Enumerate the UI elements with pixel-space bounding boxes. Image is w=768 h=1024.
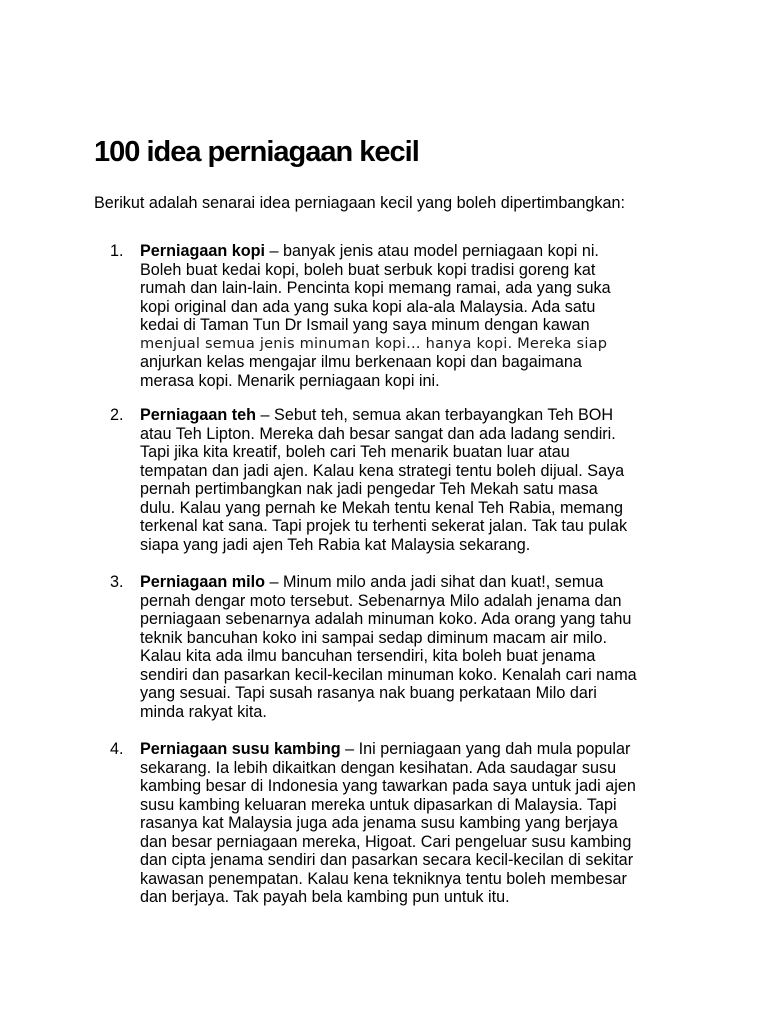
list-item-body	[140, 406, 680, 554]
list-item-line: merasa kopi. Menarik perniagaan kopi ini.	[140, 371, 440, 390]
list-item-body	[140, 242, 680, 390]
list-item-line: susu kambing keluaran mereka untuk dipasarkan di Malaysia. Tapi	[140, 795, 617, 814]
list-item-line: Tapi jika kita kreatif, boleh cari Teh menarik buatan luar atau	[140, 443, 570, 461]
list-item-line: menjual semua jenis minuman kopi… hanya kopi. Mereka siap	[140, 334, 608, 352]
list-item-number: 2.	[110, 406, 124, 424]
list-item-number: 1.	[110, 242, 124, 260]
list-item-line: minda rakyat kita.	[140, 702, 267, 721]
list-item-line: atau Teh Lipton. Mereka dah besar sangat dan ada ladang sendiri.	[140, 424, 616, 443]
list-item-text: – Sebut teh, semua akan terbayangkan Teh BOH	[256, 406, 614, 424]
list-item-line: dan cipta jenama sendiri dan pasarkan secara kecil-kecilan di sekitar	[140, 851, 634, 869]
list-item-line	[140, 242, 680, 261]
list-item-line: anjurkan kelas mengajar ilmu berkenaan kopi dan bagaimana	[140, 353, 582, 371]
list-item-line: perniagaan sebenarnya adalah minuman koko. Ada orang yang tahu	[140, 610, 632, 628]
list-item-line: Kalau kita ada ilmu bancuhan tersendiri, kita boleh buat jenama	[140, 647, 596, 665]
list-item-line: kawasan penempatan. Kalau kena tekniknya tentu boleh membesar	[140, 869, 627, 888]
intro-paragraph: Berikut adalah senarai idea perniagaan kecil yang boleh dipertimbangkan:	[94, 194, 625, 212]
list-item-line: rumah dan lain-lain. Pencinta kopi memang ramai, ada yang suka	[140, 279, 611, 297]
list-item-line: kedai di Taman Tun Dr Ismail yang saya minum dengan kawan	[140, 316, 590, 334]
list-item-line	[140, 406, 680, 425]
list-item-heading: Perniagaan susu kambing	[140, 740, 341, 758]
list-item-line: dan besar perniagaan mereka, Higoat. Cari pengeluar susu kambing	[140, 832, 632, 851]
list-item-text: – banyak jenis atau model perniagaan kopi ni.	[265, 242, 599, 260]
list-item-heading: Perniagaan teh	[140, 406, 257, 424]
list-item-body	[140, 740, 680, 907]
list-item-number: 3.	[110, 573, 124, 591]
list-item-line: rasanya kat Malaysia juga ada jenama susu kambing yang berjaya	[140, 814, 618, 832]
list-item-line	[140, 740, 680, 759]
list-item-line: terkenal kat sana. Tapi projek tu terhenti sekerat jalan. Tak tau pulak	[140, 517, 628, 535]
list-item-text: – Ini perniagaan yang dah mula popular	[340, 740, 631, 758]
list-item-text: – Minum milo anda jadi sihat dan kuat!, semua	[265, 573, 604, 591]
list-item-line: siapa yang jadi ajen Teh Rabia kat Malaysia sekarang.	[140, 535, 531, 554]
list-item-line: dan berjaya. Tak payah bela kambing pun untuk itu.	[140, 888, 510, 906]
list-item-line: yang sesuai. Tapi susah rasanya nak buang perkataan Milo dari	[140, 684, 597, 702]
list-item-number: 4.	[110, 740, 124, 758]
list-item-line: tempatan dan jadi ajen. Kalau kena strategi tentu boleh dijual. Saya	[140, 461, 625, 480]
list-item-line: pernah dengar moto tersebut. Sebenarnya Milo adalah jenama dan	[140, 591, 622, 610]
list-item-line	[140, 573, 680, 592]
list-item-line: kambing besar di Indonesia yang tawarkan pada saya untuk jadi ajen	[140, 777, 636, 795]
list-item-line: Boleh buat kedai kopi, boleh buat serbuk kopi tradisi goreng kat	[140, 260, 596, 279]
list-item-body	[140, 573, 680, 721]
list-item-line: teknik bancuhan koko ini sampai sedap diminum macam air milo.	[140, 628, 607, 647]
list-item-heading: Perniagaan kopi	[140, 242, 266, 260]
list-item-line: sekarang. Ia lebih dikaitkan dengan kesihatan. Ada saudagar susu	[140, 758, 617, 777]
list-item-heading: Perniagaan milo	[140, 573, 266, 591]
list-item-line: pernah pertimbangkan nak jadi pengedar Teh Mekah satu masa	[140, 480, 598, 498]
list-item-line: sendiri dan pasarkan kecil-kecilan minuman koko. Kenalah cari nama	[140, 665, 637, 684]
document-title: 100 idea perniagaan kecil	[94, 136, 419, 168]
list-item-line: dulu. Kalau yang pernah ke Mekah tentu kenal Teh Rabia, memang	[140, 498, 623, 517]
list-item-line: kopi original dan ada yang suka kopi ala-ala Malaysia. Ada satu	[140, 297, 596, 316]
